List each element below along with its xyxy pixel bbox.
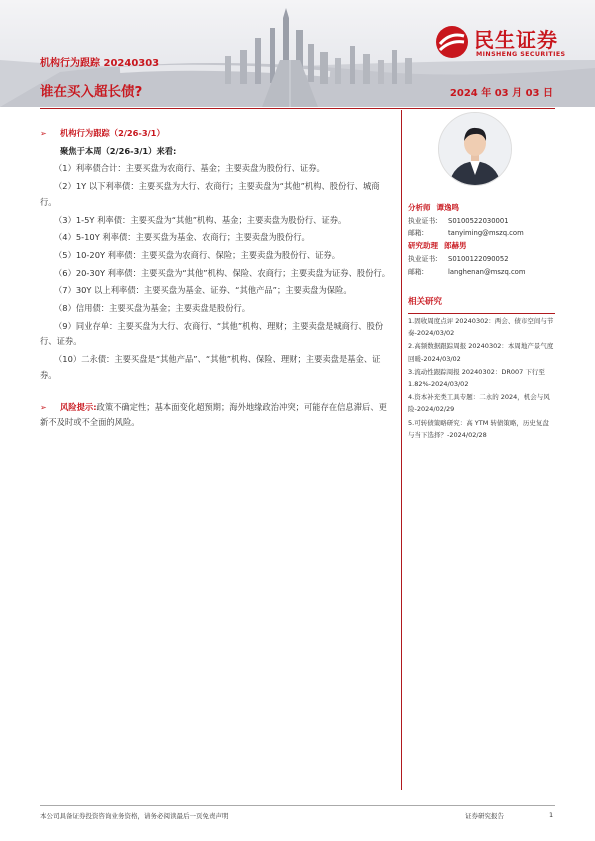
email-label: 邮箱: (408, 267, 424, 276)
finding-item: （5）10-20Y 利率债：主要买盘为农商行、保险；主要卖盘为股份行、证券。 (54, 249, 341, 260)
risk-label: 风险提示: (60, 401, 97, 412)
finding-item: （1）利率债合计：主要买盘为农商行、基金；主要卖盘为股份行、证券。 (54, 163, 325, 174)
cert-label: 执业证书: (408, 216, 438, 225)
main-content (40, 126, 393, 431)
assistant-email[interactable]: langhenan@mszq.com (448, 267, 526, 276)
email-label: 邮箱: (408, 229, 424, 238)
analyst-block (408, 202, 555, 240)
assistant-role: 研究助理 (408, 241, 438, 251)
footer-report-kind: 证券研究报告 (465, 812, 504, 820)
related-research-link[interactable]: 3.流动性跟踪周报 20240302：DR007 下行至 1.82%-2024/03/02 (408, 367, 545, 388)
report-date: 2024 年 03 月 03 日 (449, 88, 553, 99)
related-research-link[interactable]: 5.可转债策略研究：高 YTM 转债策略，历史复盘与当下选择？-2024/02/28 (408, 418, 549, 439)
analyst-email[interactable]: tanyiming@mszq.com (448, 229, 524, 238)
cert-label: 执业证书: (408, 254, 438, 263)
related-research-heading: 相关研究 (408, 296, 555, 314)
finding-item: （2）1Y 以下利率债：主要买盘为大行、农商行；主要卖盘为“其他”机构、股份行、城商行。 (40, 181, 380, 207)
assistant-cert: S0100122090052 (448, 254, 509, 263)
finding-item: （10）二永债：主要买盘是“其他产品”、“其他”机构、保险、理财；主要卖盘是基金、证券。 (40, 354, 381, 380)
minsheng-logo-icon (434, 24, 470, 60)
related-research-link[interactable]: 2.高频数据跟踪周报 20240302：本周地产景气度回暖-2024/03/02 (408, 342, 554, 363)
column-divider (401, 110, 402, 790)
finding-item: （3）1-5Y 利率债：主要买盘为“其他”机构、基金；主要卖盘为股份行、证券。 (54, 214, 347, 225)
finding-item: （8）信用债：主要买盘为基金；主要卖盘是股份行。 (54, 303, 251, 314)
focus-heading: 聚焦于本周（2/26-3/1）来看: (60, 145, 177, 156)
finding-item: （4）5-10Y 利率债：主要买盘为基金、农商行；主要卖盘为股份行。 (54, 232, 310, 243)
footer-disclaimer: 本公司具备证券投资咨询业务资格，请务必阅读最后一页免责声明 (40, 812, 229, 820)
risk-paragraph (40, 400, 393, 431)
footer-divider (40, 805, 555, 806)
section-heading (40, 126, 393, 142)
section-title: 机构行为跟踪（2/26-3/1） (60, 128, 165, 138)
page-number: 1 (549, 811, 554, 819)
analyst-portrait-icon (439, 113, 511, 185)
assistant-name: 郎赫男 (444, 241, 467, 251)
report-title: 谁在买入超长债? (40, 84, 143, 100)
risk-text: 政策不确定性；基本面变化超预期；海外地缘政治冲突；可能存在信息滞后、更新不及时或不全面的风险。 (40, 401, 387, 428)
logo-english-text: MINSHENG SECURITIES (476, 51, 566, 58)
arrow-bullet-icon: ➢ (40, 402, 47, 412)
analyst-role: 分析师 (408, 203, 431, 212)
related-research-link[interactable]: 1.固收周度点评 20240302：两会、债市空间与节奏-2024/03/02 (408, 316, 554, 338)
assistant-block (408, 240, 555, 278)
related-research-link[interactable]: 4.资本补充类工具专题：二永的 2024，机会与风险-2024/02/29 (408, 393, 550, 414)
logo-chinese-text: 民生证券 (474, 28, 558, 52)
finding-item: （9）同业存单：主要买盘为大行、农商行、“其他”机构、理财；主要卖盘是城商行、股份行、证券。 (40, 320, 384, 347)
minsheng-logo (434, 24, 584, 64)
header-banner (0, 0, 595, 107)
sidebar (408, 112, 555, 441)
header-divider (40, 108, 555, 109)
analyst-photo (438, 112, 512, 186)
finding-item: （6）20-30Y 利率债：主要买盘为“其他”机构、保险、农商行；主要卖盘为证券、股份行。 (54, 267, 391, 278)
analyst-cert: S0100522030001 (448, 216, 509, 225)
analyst-name: 谭逸鸣 (436, 203, 459, 212)
finding-item: （7）30Y 以上利率债：主要买盘为基金、证券、“其他产品”；主要卖盘为保险。 (54, 285, 352, 296)
arrow-bullet-icon: ➢ (40, 129, 47, 138)
report-type-label: 机构行为跟踪 20240303 (40, 58, 160, 69)
